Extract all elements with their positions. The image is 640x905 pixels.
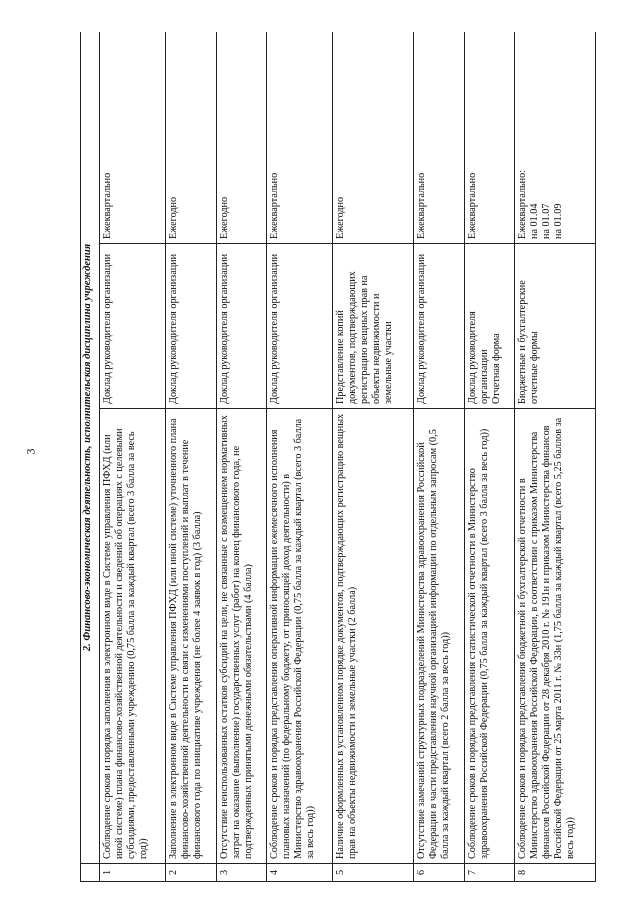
doc-line: Отчетная форма bbox=[490, 333, 502, 404]
section-num-cell bbox=[81, 864, 100, 882]
table-row bbox=[413, 32, 464, 882]
section-header-row bbox=[81, 32, 100, 882]
row-number: 7 bbox=[464, 864, 515, 882]
table-row bbox=[165, 32, 216, 882]
periodicity: Ежегодно bbox=[216, 32, 267, 244]
row-number: 6 bbox=[413, 864, 464, 882]
criterion-text: Соблюдение сроков и порядка представления статистической отчетности в Министерство здравоохранения Российской Федерации (0,75 балла за каждый квартал (всего 3 балла за весь год)) bbox=[464, 409, 515, 864]
row-number: 4 bbox=[267, 864, 333, 882]
doc-line: организации bbox=[478, 349, 490, 404]
document-type: Доклад руководителя организации bbox=[165, 244, 216, 409]
periodicity: Ежеквартально bbox=[464, 32, 515, 244]
period-line: на 01.07 bbox=[541, 203, 553, 239]
criterion-text: Отсутствие неиспользованных остатков субсидий на цели, не связанные с возмещением нормативных затрат на оказание (выполнение) государственных услуг (работ) на конец финансового года, не подтвержденных принятыми денежными обязательствами (4 балла) bbox=[216, 409, 267, 864]
document-type: Доклад руководителя организации bbox=[100, 244, 166, 409]
criterion-text: Заполнение в электронном виде в Системе управления ПФХД (или иной системе) уточненного плана финансово-хозяйственной деятельности в связи с изменениями поступлений и выплат в течение финансового года по инициативе учреждения (не более 4 заявок в год) (3 балла) bbox=[165, 409, 216, 864]
periodicity: Ежегодно bbox=[333, 32, 414, 244]
table-row bbox=[333, 32, 414, 882]
doc-line: Представление копий bbox=[335, 310, 347, 404]
doc-line: земельные участки bbox=[383, 321, 395, 404]
document-type bbox=[464, 244, 515, 409]
period-line: Ежеквартально: bbox=[517, 169, 529, 239]
document-type: Доклад руководителя организации bbox=[216, 244, 267, 409]
document-table-region bbox=[80, 32, 596, 882]
periodicity: Ежеквартально bbox=[100, 32, 166, 244]
periodicity bbox=[515, 32, 596, 244]
table-row bbox=[216, 32, 267, 882]
doc-line: объекты недвижимости и bbox=[371, 293, 383, 404]
section-title: 2. Финансово-экономическая деятельность, исполнительская дисциплина учреждения bbox=[81, 32, 100, 864]
criterion-text: Отсутствие замечаний структурных подразделений Министерства здравоохранения Российской Федерации в части представления научной организацией информации по отдельным запросам (0,5 балла за каждый квартал (всего 2 балла за весь год)) bbox=[413, 409, 464, 864]
row-number: 2 bbox=[165, 864, 216, 882]
rotated-table bbox=[80, 32, 596, 882]
doc-line: Доклад руководителя bbox=[466, 311, 478, 404]
table-row bbox=[464, 32, 515, 882]
criterion-text: Соблюдение сроков и порядка заполнения в электронном виде в Системе управления ПФХД (или иной системе) плана финансово-хозяйственной деятельности и сведений об операциях с целевыми субсидиями, предоставленными учреждению (0,75 балла за каждый квартал (всего 3 балла за весь год)) bbox=[100, 409, 166, 864]
criterion-text: Соблюдение сроков и порядка представления оперативной информации ежемесячного исполнения плановых назначений (по федеральному бюджету, от приносящей доход деятельности) в Министерство здравоохранения Российской Федерации (0,75 балла за каждый квартал (всего 3 балла за весь год)) bbox=[267, 409, 333, 864]
document-type: Доклад руководителя организации bbox=[267, 244, 333, 409]
periodicity: Ежегодно bbox=[165, 32, 216, 244]
row-number: 3 bbox=[216, 864, 267, 882]
row-number: 1 bbox=[100, 864, 166, 882]
page-number: 3 bbox=[23, 448, 38, 455]
periodicity: Ежеквартально bbox=[267, 32, 333, 244]
criteria-table bbox=[80, 32, 596, 882]
document-type: Бюджетные и бухгалтерские отчетные формы bbox=[515, 244, 596, 409]
row-number: 8 bbox=[515, 864, 596, 882]
doc-line: регистрацию вещных прав на bbox=[359, 275, 371, 404]
criterion-text: Наличие оформленных в установленном порядке документов, подтверждающих регистрацию вещных прав на объекты недвижимости и земельные участки (2 балла) bbox=[333, 409, 414, 864]
period-line: на 01.09 bbox=[553, 203, 565, 239]
doc-line: документов, подтверждающих bbox=[347, 271, 359, 404]
table-row bbox=[515, 32, 596, 882]
table-row bbox=[100, 32, 166, 882]
table-row bbox=[267, 32, 333, 882]
document-type bbox=[333, 244, 414, 409]
row-number: 5 bbox=[333, 864, 414, 882]
period-line: на 01.04 bbox=[529, 203, 541, 239]
periodicity: Ежеквартально bbox=[413, 32, 464, 244]
document-type: Доклад руководителя организации bbox=[413, 244, 464, 409]
criterion-text: Соблюдение сроков и порядка представления бюджетной и бухгалтерской отчетности в Министерство здравоохранения Российской Федерации, в соответствии с приказом Министерства финансов Российской Федерации от 28 декабря 2010 г. № 191н и приказом Министерства финансов Российской Федерации от 25 марта 2011 г. № 33н (1,75 балла за каждый квартал (всего 5,25 баллов за весь год)) bbox=[515, 409, 596, 864]
